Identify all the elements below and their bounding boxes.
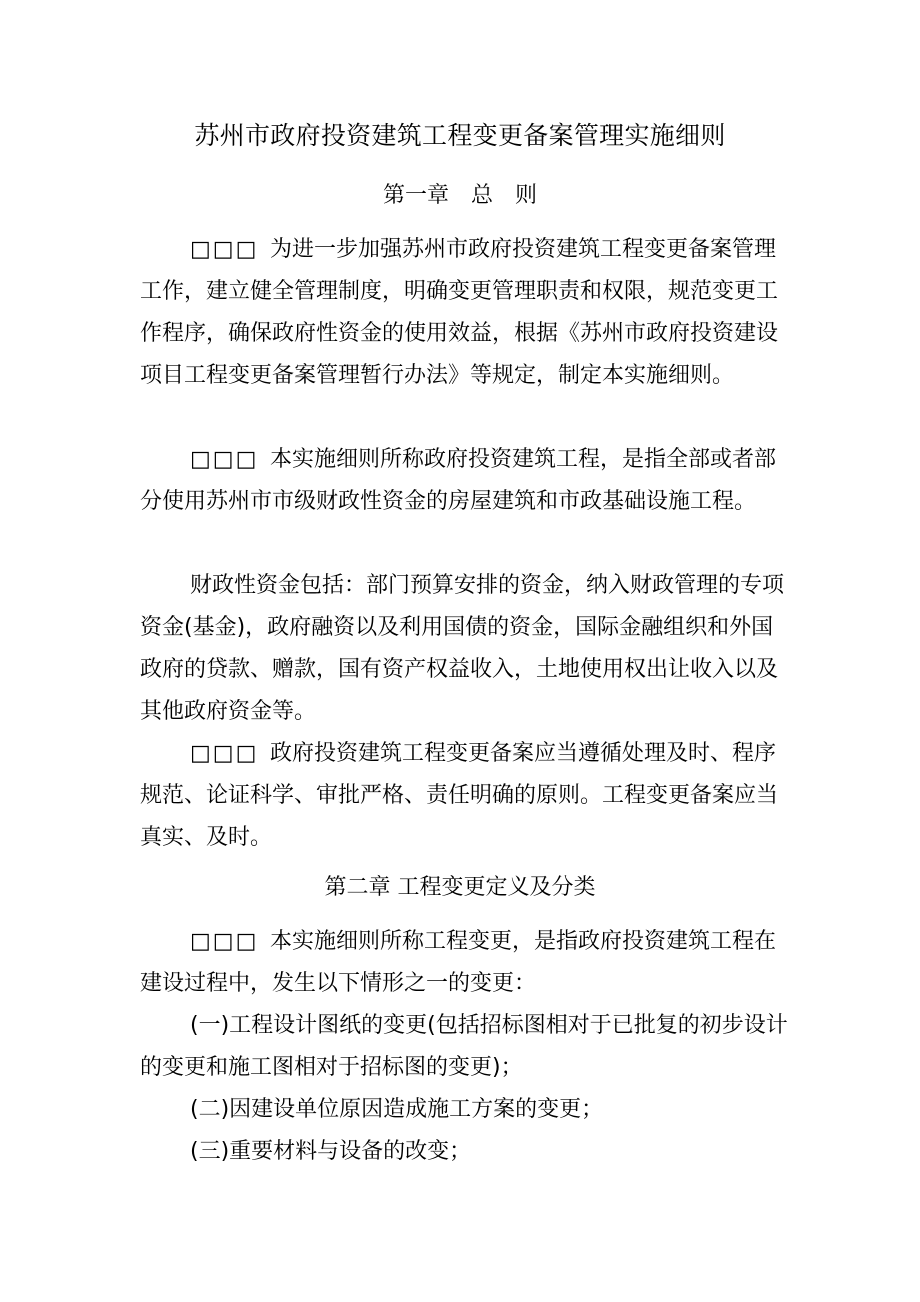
article-number: □□□ [190,929,259,954]
article-4 [140,921,790,1005]
article-text: 政府投资建筑工程变更备案应当遵循处理及时、程序规范、论证科学、审批严格、责任明确的原则。工程变更备案应当真实、及时。 [140,741,779,850]
chapter-1-heading: 第一章 总 则 [382,183,537,208]
article-3 [140,733,790,859]
article-text: 本实施细则所称工程变更，是指政府投资建筑工程在建设过程中，发生以下情形之一的变更： [140,929,777,996]
document-title: 苏州市政府投资建筑工程变更备案管理实施细则 [194,121,726,150]
list-item: (一)工程设计图纸的变更(包括招标图相对于已批复的初步设计的变更和施工图相对于招标图的变更)； [140,1013,788,1080]
article-number: □□□ [190,237,259,262]
article-number: □□□ [190,741,259,766]
article-number: □□□ [190,447,259,472]
article-text: 本实施细则所称政府投资建筑工程，是指全部或者部分使用苏州市市级财政性资金的房屋建筑和市政基础设施工程。 [140,447,777,514]
article-2 [140,439,790,523]
article-1 [140,229,790,397]
list-item: (二)因建设单位原因造成施工方案的变更； [190,1097,604,1122]
list-item: (三)重要材料与设备的改变； [190,1139,472,1164]
funds-paragraph: 财政性资金包括：部门预算安排的资金，纳入财政管理的专项资金(基金)，政府融资以及利用国债的资金，国际金融组织和外国政府的贷款、赠款，国有资产权益收入，土地使用权出让收入以及其他政府资金等。 [140,573,785,724]
article-text: 为进一步加强苏州市政府投资建筑工程变更备案管理工作，建立健全管理制度，明确变更管理职责和权限，规范变更工作程序，确保政府性资金的使用效益，根据《苏州市政府投资建设项目工程变更备案管理暂行办法》等规定，制定本实施细则。 [140,237,779,388]
chapter-2-heading: 第二章 工程变更定义及分类 [324,875,596,900]
